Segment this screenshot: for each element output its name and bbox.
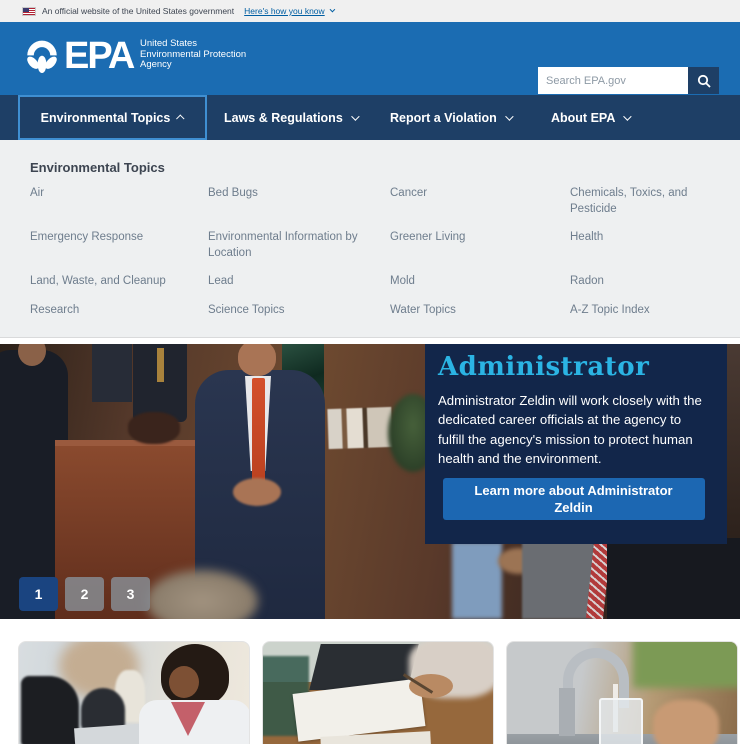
menu-link-air[interactable]: Air [30, 187, 45, 199]
writing-desk-card[interactable] [262, 641, 494, 744]
photo-scientist-face [169, 666, 199, 698]
nav-item-report-violation[interactable] [390, 95, 511, 140]
primary-nav [0, 95, 740, 140]
photo-window-greenery [633, 641, 738, 688]
carousel-page-3-button[interactable]: 3 [111, 577, 150, 611]
menu-link-bed-bugs[interactable]: Bed Bugs [208, 187, 258, 199]
hero-text-panel [425, 344, 727, 544]
nav-item-label: About EPA [551, 110, 616, 125]
photo-administrator-hands [233, 478, 281, 506]
chevron-down-icon [624, 112, 632, 120]
chevron-down-icon [351, 112, 359, 120]
hero-title: Administrator [438, 352, 650, 382]
photo-statue [128, 412, 180, 444]
search-input[interactable] [538, 67, 688, 94]
nav-item-label: Laws & Regulations [224, 110, 343, 125]
epa-logo-text: EPA [64, 35, 134, 77]
menu-link-cancer[interactable]: Cancer [390, 187, 428, 199]
tagline-line: Environmental Protection [140, 48, 247, 60]
photo-person [522, 539, 594, 619]
search-button[interactable] [688, 67, 719, 94]
chevron-down-icon [505, 112, 513, 120]
agency-tagline [140, 39, 246, 71]
chevron-up-icon [176, 114, 184, 122]
carousel-page-1-button[interactable]: 1 [19, 577, 58, 611]
menu-link-radon[interactable]: Radon [570, 275, 604, 288]
us-flag-icon [22, 7, 36, 16]
menu-link-environmental-information-by-location[interactable]: Environmental Information by Location [208, 231, 358, 259]
carousel-pagination [19, 577, 150, 611]
menu-link-greener-living[interactable]: Greener Living [390, 231, 466, 244]
nav-item-environmental-topics[interactable] [18, 95, 207, 140]
photo-person [452, 542, 502, 619]
photo-person [607, 538, 740, 619]
photo-faucet-base [559, 688, 575, 736]
epa-logo[interactable] [24, 30, 133, 82]
menu-link-lead[interactable]: Lead [208, 275, 234, 288]
photo-laptop [74, 724, 142, 744]
menu-link-mold[interactable]: Mold [390, 275, 415, 288]
photo-hand [653, 700, 719, 744]
nav-item-label: Environmental Topics [40, 110, 171, 125]
learn-more-button[interactable]: Learn more about Administrator Zeldin [443, 478, 705, 520]
hero-carousel [0, 344, 740, 619]
hero-description: Administrator Zeldin will work closely with the dedicated career officials at the agency to fulfill the agency's mission to protect human health and the environment. [438, 393, 702, 466]
menu-link-emergency-response[interactable]: Emergency Response [30, 231, 144, 244]
menu-heading: Environmental Topics [30, 160, 165, 175]
photo-microscope [21, 676, 79, 744]
menu-link-health[interactable]: Health [570, 231, 604, 244]
banner-text: An official website of the United States government [42, 6, 235, 16]
photo-administrator-head [238, 344, 276, 376]
photo-picture-frames [327, 407, 392, 449]
menu-link-chemicals-toxics-pesticide[interactable]: Chemicals, Toxics, and Pesticide [570, 187, 688, 215]
site-header [0, 22, 740, 95]
menu-links-grid [30, 186, 720, 318]
site-search [538, 67, 719, 94]
photo-administrator-tie [252, 378, 265, 494]
photo-tie [157, 348, 164, 382]
photo-water-glass [599, 698, 643, 744]
environmental-topics-menu [0, 140, 740, 338]
photo-person [92, 344, 132, 402]
lab-research-card[interactable] [18, 641, 250, 744]
search-icon [697, 74, 711, 88]
tap-water-card[interactable] [506, 641, 738, 744]
banner-link-label: Here's how you know [244, 6, 325, 16]
nav-item-about-epa[interactable] [551, 95, 629, 140]
menu-link-research[interactable]: Research [30, 303, 80, 316]
tagline-line: United States [140, 38, 198, 49]
menu-link-land-waste-cleanup[interactable]: Land, Waste, and Cleanup [30, 275, 166, 288]
epa-flower-icon [24, 37, 60, 77]
chevron-down-icon [329, 7, 335, 13]
menu-link-science-topics[interactable]: Science Topics [208, 303, 285, 316]
menu-link-az-topic-index[interactable]: A-Z Topic Index [570, 303, 650, 316]
usa-gov-banner [0, 0, 740, 22]
nav-item-laws-regulations[interactable] [224, 95, 357, 140]
feature-cards [18, 641, 738, 744]
carousel-page-2-button[interactable]: 2 [65, 577, 104, 611]
tagline-line: Agency [140, 59, 172, 70]
nav-item-label: Report a Violation [390, 110, 497, 125]
heres-how-you-know-link[interactable] [244, 6, 333, 16]
photo-edge [727, 344, 740, 544]
photo-hand [409, 674, 453, 698]
menu-link-water-topics[interactable]: Water Topics [390, 303, 456, 316]
